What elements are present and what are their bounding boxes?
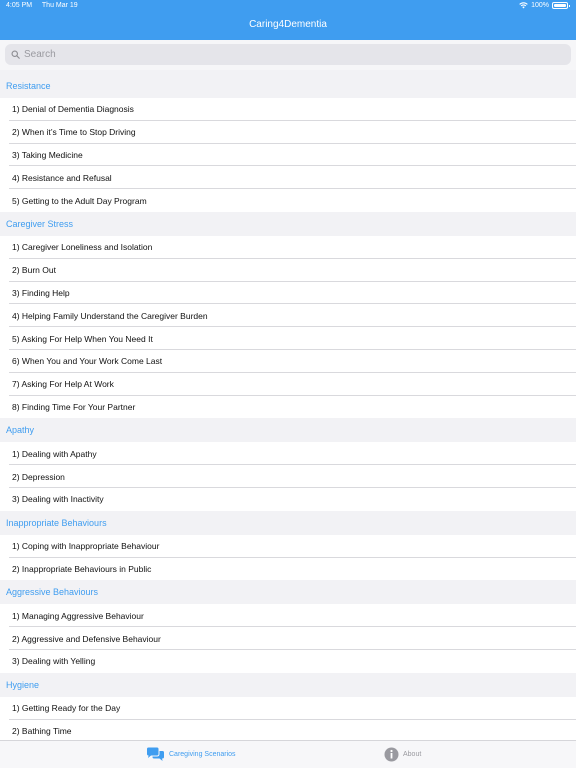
- section-header: Aggressive Behaviours: [0, 580, 576, 604]
- list-item[interactable]: 1) Coping with Inappropriate Behaviour: [0, 535, 576, 558]
- battery-percent: 100%: [531, 2, 549, 9]
- header: [0, 0, 576, 40]
- search-bar: [0, 40, 576, 70]
- section-header: Apathy: [0, 418, 576, 442]
- list-item[interactable]: 4) Helping Family Understand the Caregiver Burden: [0, 304, 576, 327]
- list-item[interactable]: 2) When it’s Time to Stop Driving: [0, 121, 576, 144]
- list-item[interactable]: 1) Dealing with Apathy: [0, 442, 576, 465]
- list-item[interactable]: 2) Bathing Time: [0, 720, 576, 740]
- tab-caregiving-scenarios-label: Caregiving Scenarios: [169, 751, 236, 758]
- list-item[interactable]: 2) Burn Out: [0, 259, 576, 282]
- tab-bar: [0, 740, 576, 768]
- scenario-list[interactable]: [0, 74, 576, 740]
- list-item[interactable]: 1) Caregiver Loneliness and Isolation: [0, 236, 576, 259]
- page-title: Caring4Dementia: [249, 19, 327, 30]
- list-item[interactable]: 2) Aggressive and Defensive Behaviour: [0, 627, 576, 650]
- wifi-icon: [519, 2, 528, 9]
- battery-icon: [552, 2, 568, 9]
- list-item[interactable]: 4) Resistance and Refusal: [0, 166, 576, 189]
- list-item[interactable]: 8) Finding Time For Your Partner: [0, 396, 576, 419]
- list-item[interactable]: 2) Inappropriate Behaviours in Public: [0, 558, 576, 581]
- section-header: Hygiene: [0, 673, 576, 697]
- chat-bubbles-icon: [146, 747, 165, 762]
- section-header: Caregiver Stress: [0, 212, 576, 236]
- tab-about-label: About: [403, 751, 422, 758]
- list-item[interactable]: 3) Dealing with Inactivity: [0, 488, 576, 511]
- list-item[interactable]: 1) Denial of Dementia Diagnosis: [0, 98, 576, 121]
- tab-about[interactable]: [384, 747, 421, 762]
- status-date: Thu Mar 19: [41, 2, 78, 9]
- info-icon: [384, 747, 399, 762]
- list-item[interactable]: 5) Getting to the Adult Day Program: [0, 189, 576, 212]
- list-item[interactable]: 2) Depression: [0, 465, 576, 488]
- tab-caregiving-scenarios[interactable]: [146, 747, 236, 762]
- list-item[interactable]: 1) Getting Ready for the Day: [0, 697, 576, 720]
- status-bar: [0, 0, 576, 12]
- list-item[interactable]: 3) Finding Help: [0, 282, 576, 305]
- list-item[interactable]: 1) Managing Aggressive Behaviour: [0, 604, 576, 627]
- search-icon: [11, 50, 20, 59]
- search-input[interactable]: [24, 49, 554, 60]
- list-item[interactable]: 3) Dealing with Yelling: [0, 650, 576, 673]
- list-item[interactable]: 7) Asking For Help At Work: [0, 373, 576, 396]
- list-item[interactable]: 5) Asking For Help When You Need It: [0, 327, 576, 350]
- status-right: [519, 2, 568, 9]
- list-item[interactable]: 3) Taking Medicine: [0, 144, 576, 167]
- status-left: [6, 2, 86, 9]
- section-header: Inappropriate Behaviours: [0, 511, 576, 535]
- list-item[interactable]: 6) When You and Your Work Come Last: [0, 350, 576, 373]
- status-time: 4:05 PM: [6, 2, 33, 9]
- section-header: Resistance: [0, 74, 576, 98]
- search-box[interactable]: [5, 44, 571, 65]
